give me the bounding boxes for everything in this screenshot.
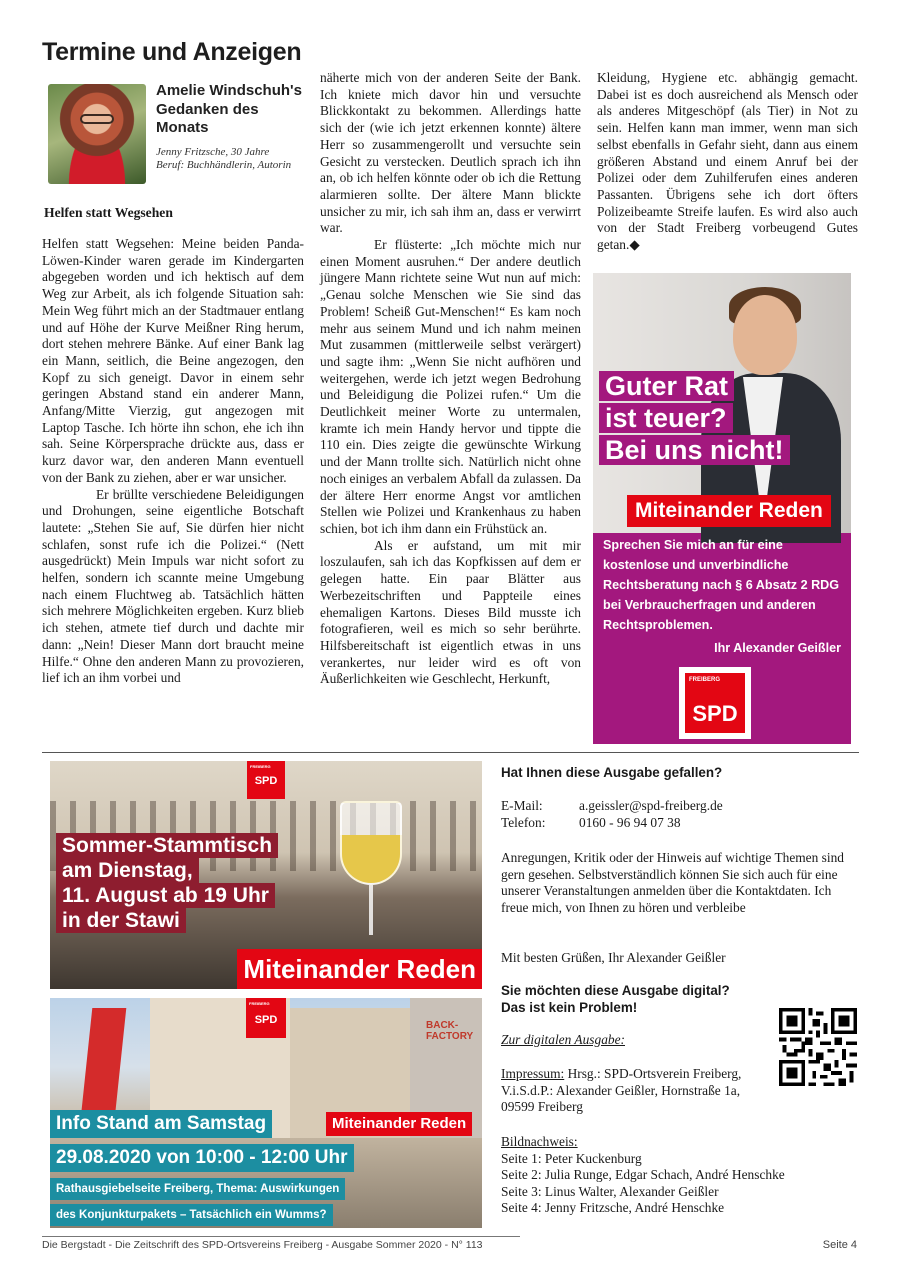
spd-logo (679, 667, 751, 739)
image-credits: Bildnachweis: Seite 1: Peter Kuckenburg Seite 2: Julia Runge, Edgar Schach, André Henschke Seite 3: Linus Walter, Alexander Geißler Seite 4: Jenny Fritzsche, André Henschke (501, 1134, 857, 1217)
spd-logo-small: FREIBERG (689, 677, 721, 683)
article-paragraph: Als er aufstand, um mit mir loszulaufen, sah ich das Kopfkissen auf dem er gelegen hatte. Ein paar Blätter aus Werbezeitschriften und Pappteile eines ehemaligen Kartons. Dieses Bild musste ich fotografieren, weil es mich so sehr berührte. Hilfsbereitschaft ist eigentlich etwas in uns verankertes, nur leider wird es oft von Äußerlichkeiten wie Geschlecht, Herkunft, (320, 537, 581, 687)
article-paragraph: näherte mich von der anderen Seite der Bank. Ich kniete mich davor hin und versuchte Blickkontakt zu bekommen. Allerdings hatte sich der (wie ich jetzt erkennen konnte) ältere Herr so zusammengerollt und versuchte sein Gesicht zu verstecken. Deutlich sprach ich ihn an, ob ich helfen könnte oder ob ich die Rettung alarmieren sollte. Der ältere Mann blickte unsicher zu mir, ich sah ihm an, dass er verwirrt war. (320, 70, 581, 236)
legal-advice-ad (593, 273, 851, 744)
author-meta (156, 146, 306, 172)
ad-headline: Bei uns nicht! (599, 435, 790, 465)
page-title: Termine und Anzeigen (42, 38, 302, 66)
phone-label: Telefon: (501, 814, 546, 830)
footer-text: Die Bergstadt - Die Zeitschrift des SPD-Ortsvereins Freiberg - Ausgabe Sommer 2020 - N° 113 (42, 1239, 483, 1251)
author-meta-line: Beruf: Buchhändlerin, Autorin (156, 159, 292, 171)
author-box (42, 80, 304, 190)
spd-logo-small: FREIBERG (249, 1001, 270, 1006)
qr-code-icon[interactable] (779, 1008, 857, 1086)
credit-line: Seite 3: Linus Walter, Alexander Geißler (501, 1183, 719, 1199)
credit-line: Seite 1: Peter Kuckenburg (501, 1150, 642, 1166)
ad-subline: Rathausgiebelseite Freiberg, Thema: Auswirkungen (50, 1178, 345, 1200)
stammtisch-ad (50, 761, 482, 989)
spd-logo-text: SPD (254, 1014, 278, 1026)
credit-line: Seite 4: Jenny Fritzsche, André Henschke (501, 1200, 725, 1215)
ad-headline: Guter Rat (599, 371, 734, 401)
ad-headline: ist teuer? (599, 403, 733, 433)
digital-question: Sie möchten diese Ausgabe digital? Das ist kein Problem! (501, 983, 730, 1015)
article-column-1 (42, 236, 304, 687)
shop-sign: BACK-FACTORY (426, 1020, 474, 1042)
contact-details (501, 798, 859, 831)
page-number: Seite 4 (822, 1239, 857, 1251)
ad-headline: in der Stawi (56, 908, 186, 933)
footer-divider (42, 1236, 520, 1237)
ad-headline: Sommer-Stammtisch (56, 833, 278, 858)
author-name: Amelie Windschuh's Gedanken des Monats (156, 82, 302, 136)
author-meta-line: Jenny Fritzsche, 30 Jahre (156, 146, 270, 158)
article-column-3 (597, 70, 858, 254)
info-stand-ad (50, 998, 482, 1228)
article-heading: Helfen statt Wegsehen (44, 205, 173, 220)
article-paragraph: Er brüllte verschiedene Beleidigungen und Drohungen, seine eigentliche Botschaft lautete: „Stehen Sie auf, Sie dürfen hier nicht schlafen, sonst rufe ich die Polizei.“ (Nett ausgedrückt) Mein Impuls war nicht sofort zu helfen, sondern ich scannte meine Umgebung nach einem Fluchtweg ab. Tatsächlich hätten sich mehrere Möglichkeiten ergeben. Kurz blieb ich stehen, atmete tief durch und dachte mir dann: „Nein! Dieser Mann dort braucht meine Hilfe.“ Ohne den anderen Mann zu provozieren, lief ich an ihm vorbei und (42, 486, 304, 686)
ad-label: Miteinander Reden (326, 1112, 472, 1136)
ad-subline: des Konjunkturpakets – Tatsächlich ein Wumms? (50, 1204, 333, 1226)
contact-question: Hat Ihnen diese Ausgabe gefallen? (501, 765, 723, 780)
impressum: Impressum: Hrsg.: SPD-Ortsverein Freiberg, V.i.S.d.P.: Alexander Geißler, Hornstraße 1a, 09599 Freiberg (501, 1066, 742, 1114)
ad-date: 29.08.2020 von 10:00 - 12:00 Uhr (50, 1144, 354, 1172)
section-divider (42, 752, 859, 753)
article-column-2 (320, 70, 581, 688)
phone-number: 0160 - 96 94 07 38 (579, 814, 681, 830)
wine-glass-icon (340, 801, 402, 941)
email-label: E-Mail: (501, 798, 543, 813)
article-paragraph: Helfen statt Wegsehen: Meine beiden Panda-Löwen-Kinder waren gerade im Kindergarten abgegeben worden und ich hektisch auf dem Weg zur Arbeit, als ich folgende Situation sah: Mein Weg führt mich an der Stadtmauer entlang und auf Höhe der Kurve Meißner Ring herum, dort stehen mehrere Bänke. Auf einer Bank lag ein Mann, seitlich, die Beine angezogen, den Kopf zu sich geneigt. Davor in einem sehr geringen Abstand stand ein anderer Mann, Anfang/Mitte Vierzig, gut angezogen mit Laptop Tasche. Ich hörte ihn schon, ehe ich ihn sah. Seine Körpersprache drückte aus, dass er kurz davor war, den anderen Mann eventuell von der Bank zu ziehen, aber er war unsicher. (42, 236, 304, 485)
spd-logo-small: FREIBERG (250, 764, 271, 769)
spd-logo (247, 761, 285, 799)
ad-body: Sprechen Sie mich an für eine kostenlose und unverbindliche Rechtsberatung nach § 6 Absatz 2 RDG bei Verbraucherfragen und anderen Rechtsproblemen. (603, 538, 840, 632)
ad-headline: Info Stand am Samstag (50, 1110, 272, 1138)
digital-edition-link[interactable]: Zur digitalen Ausgabe: (501, 1032, 625, 1047)
contact-feedback: Anregungen, Kritik oder der Hinweis auf wichtige Themen sind gern gesehen. Selbstverständlich können Sie sich auch für eine unserer Veranstaltungen anmelden über die Kontaktdaten. Ich freue mich, von Ihnen zu hören und verbleibe (501, 850, 844, 915)
ad-headline: 11. August ab 19 Uhr (56, 883, 275, 908)
ad-signer: Ihr Alexander Geißler (714, 641, 841, 655)
credit-line: Seite 2: Julia Runge, Edgar Schach, André Henschke (501, 1167, 785, 1182)
spd-logo-text: SPD (254, 775, 278, 787)
spd-logo-text: SPD (692, 701, 738, 726)
ad-label: Miteinander Reden (627, 495, 831, 527)
contact-greeting: Mit besten Grüßen, Ihr Alexander Geißler (501, 950, 726, 965)
ad-headline: am Dienstag, (56, 858, 199, 883)
article-paragraph: Kleidung, Hygiene etc. abhängig gemacht. Dabei ist es doch ausreichend als Mensch oder als anderes Mitgeschöpf (als Tier) in Not zu sein. Helfen kann man immer, wenn man sich selbst ebenfalls in Gefahr sieht, dann aus einem größeren Abstand und einem Anruf bei der Polizei oder dem Zuhilferufen eines anderen Passanten. Übrigens sehe ich dort öfters Polizeibeamte Streife laufen. Es wird also auch von der Stadt Freiberg vorbeugend Gutes getan.◆ (597, 70, 858, 253)
spd-logo (246, 998, 286, 1038)
author-photo (48, 84, 146, 184)
ad-label: Miteinander Reden (237, 949, 482, 989)
article-paragraph: Er flüsterte: „Ich möchte mich nur einen Moment ausruhen.“ Der andere deutlich jüngere Mann richtete seine Wut nun auf mich: „Genau solche Menschen wie Sie sind das Problem! Scheiß Gut-Menschen!“ Es kam noch mehr aus seinem Mund und ich nahm meinen Mut zusammen (mittlerweile selbst verärgert) und sagte ihm: „Wenn Sie nicht aufhören und weitergehen, werde ich jetzt wegen Bedrohung und Beleidigung die Polizei rufen.“ Um die Deutlichkeit meiner Worte zu untermalen, kramte ich mein Handy hervor und tippte die 110 ein. Dies zeigte die gewünschte Wirkung und der Mann trollte sich. Natürlich nicht ohne noch einiges an verbalem Abfall da zulassen. Da der ältere Herr enorme Angst vor amtlichen Stellen wie Polizei und Krankenhaus zu haben schien, bot ich ihm dann ein Frühstück an. (320, 237, 581, 536)
email-link[interactable]: a.geissler@spd-freiberg.de (579, 798, 723, 813)
